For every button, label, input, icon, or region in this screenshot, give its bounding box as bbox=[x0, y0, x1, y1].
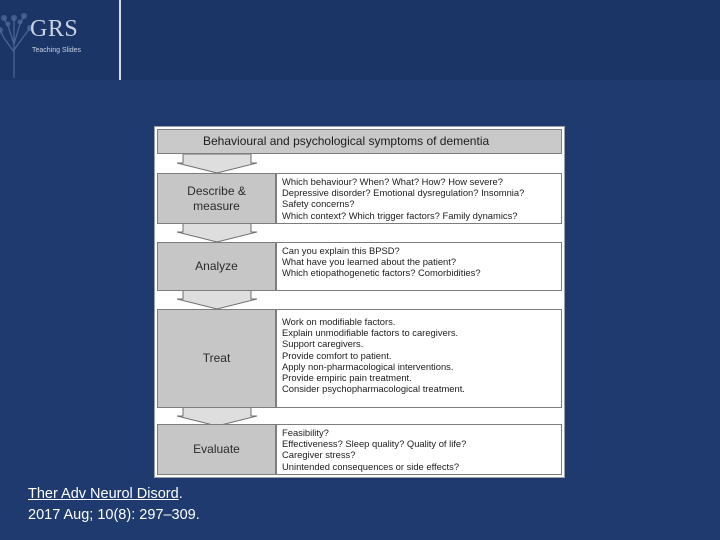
down-arrow-icon bbox=[177, 154, 257, 174]
step-item: Apply non-pharmacological interventions. bbox=[282, 360, 454, 372]
step-item: Safety concerns? bbox=[282, 198, 355, 210]
step-item: Effectiveness? Sleep quality? Quality of life? bbox=[282, 438, 467, 450]
step-label: Treat bbox=[202, 351, 231, 365]
flowchart-title: Behavioural and psychological symptoms of dementia bbox=[157, 129, 562, 154]
step-treat-items bbox=[276, 309, 562, 408]
header-divider bbox=[119, 0, 121, 80]
logo-title: GRS bbox=[30, 16, 79, 42]
step-item: Support caregivers. bbox=[282, 338, 364, 350]
step-analyze-items bbox=[276, 242, 562, 291]
step-item: Work on modifiable factors. bbox=[282, 316, 396, 327]
step-item: Provide empiric pain treatment. bbox=[282, 372, 412, 384]
logo-subtitle: Teaching Slides bbox=[32, 47, 82, 54]
step-item: Provide comfort to patient. bbox=[282, 349, 392, 361]
step-item: Caregiver stress? bbox=[282, 449, 356, 461]
step-item: Feasibility? bbox=[282, 427, 329, 438]
step-describe-measure bbox=[157, 173, 276, 224]
step-analyze bbox=[157, 242, 276, 291]
down-arrow-icon bbox=[177, 223, 257, 243]
bpsd-flowchart bbox=[154, 126, 565, 478]
citation bbox=[28, 484, 200, 526]
step-label: Describe & measure bbox=[187, 183, 246, 213]
journal-link[interactable]: Ther Adv Neurol Disord bbox=[28, 486, 179, 502]
step-item: Unintended consequences or side effects? bbox=[282, 460, 460, 472]
grs-logo bbox=[0, 0, 120, 80]
step-item: Which etiopathogenetic factors? Comorbidities? bbox=[282, 267, 481, 279]
step-item: Explain unmodifiable factors to caregivers. bbox=[282, 327, 459, 339]
step-item: What have you learned about the patient? bbox=[282, 256, 457, 268]
step-treat bbox=[157, 309, 276, 408]
step-item: Which context? Which trigger factors? Family dynamics? bbox=[282, 209, 518, 221]
citation-line-1 bbox=[28, 484, 200, 505]
step-evaluate-items bbox=[276, 424, 562, 475]
citation-period: . bbox=[178, 486, 183, 502]
step-label: Analyze bbox=[195, 259, 238, 273]
step-item: Can you explain this BPSD? bbox=[282, 245, 400, 256]
step-describe-measure-items bbox=[276, 173, 562, 224]
down-arrow-icon bbox=[177, 290, 257, 310]
step-item: Consider psychopharmacological treatment. bbox=[282, 383, 465, 395]
step-item: Which behaviour? When? What? How? How severe? bbox=[282, 176, 503, 187]
step-evaluate bbox=[157, 424, 276, 475]
step-label: Evaluate bbox=[193, 442, 240, 456]
step-item: Depressive disorder? Emotional dysregulation? Insomnia? bbox=[282, 187, 525, 199]
citation-details: 2017 Aug; 10(8): 297–309. bbox=[28, 507, 200, 523]
